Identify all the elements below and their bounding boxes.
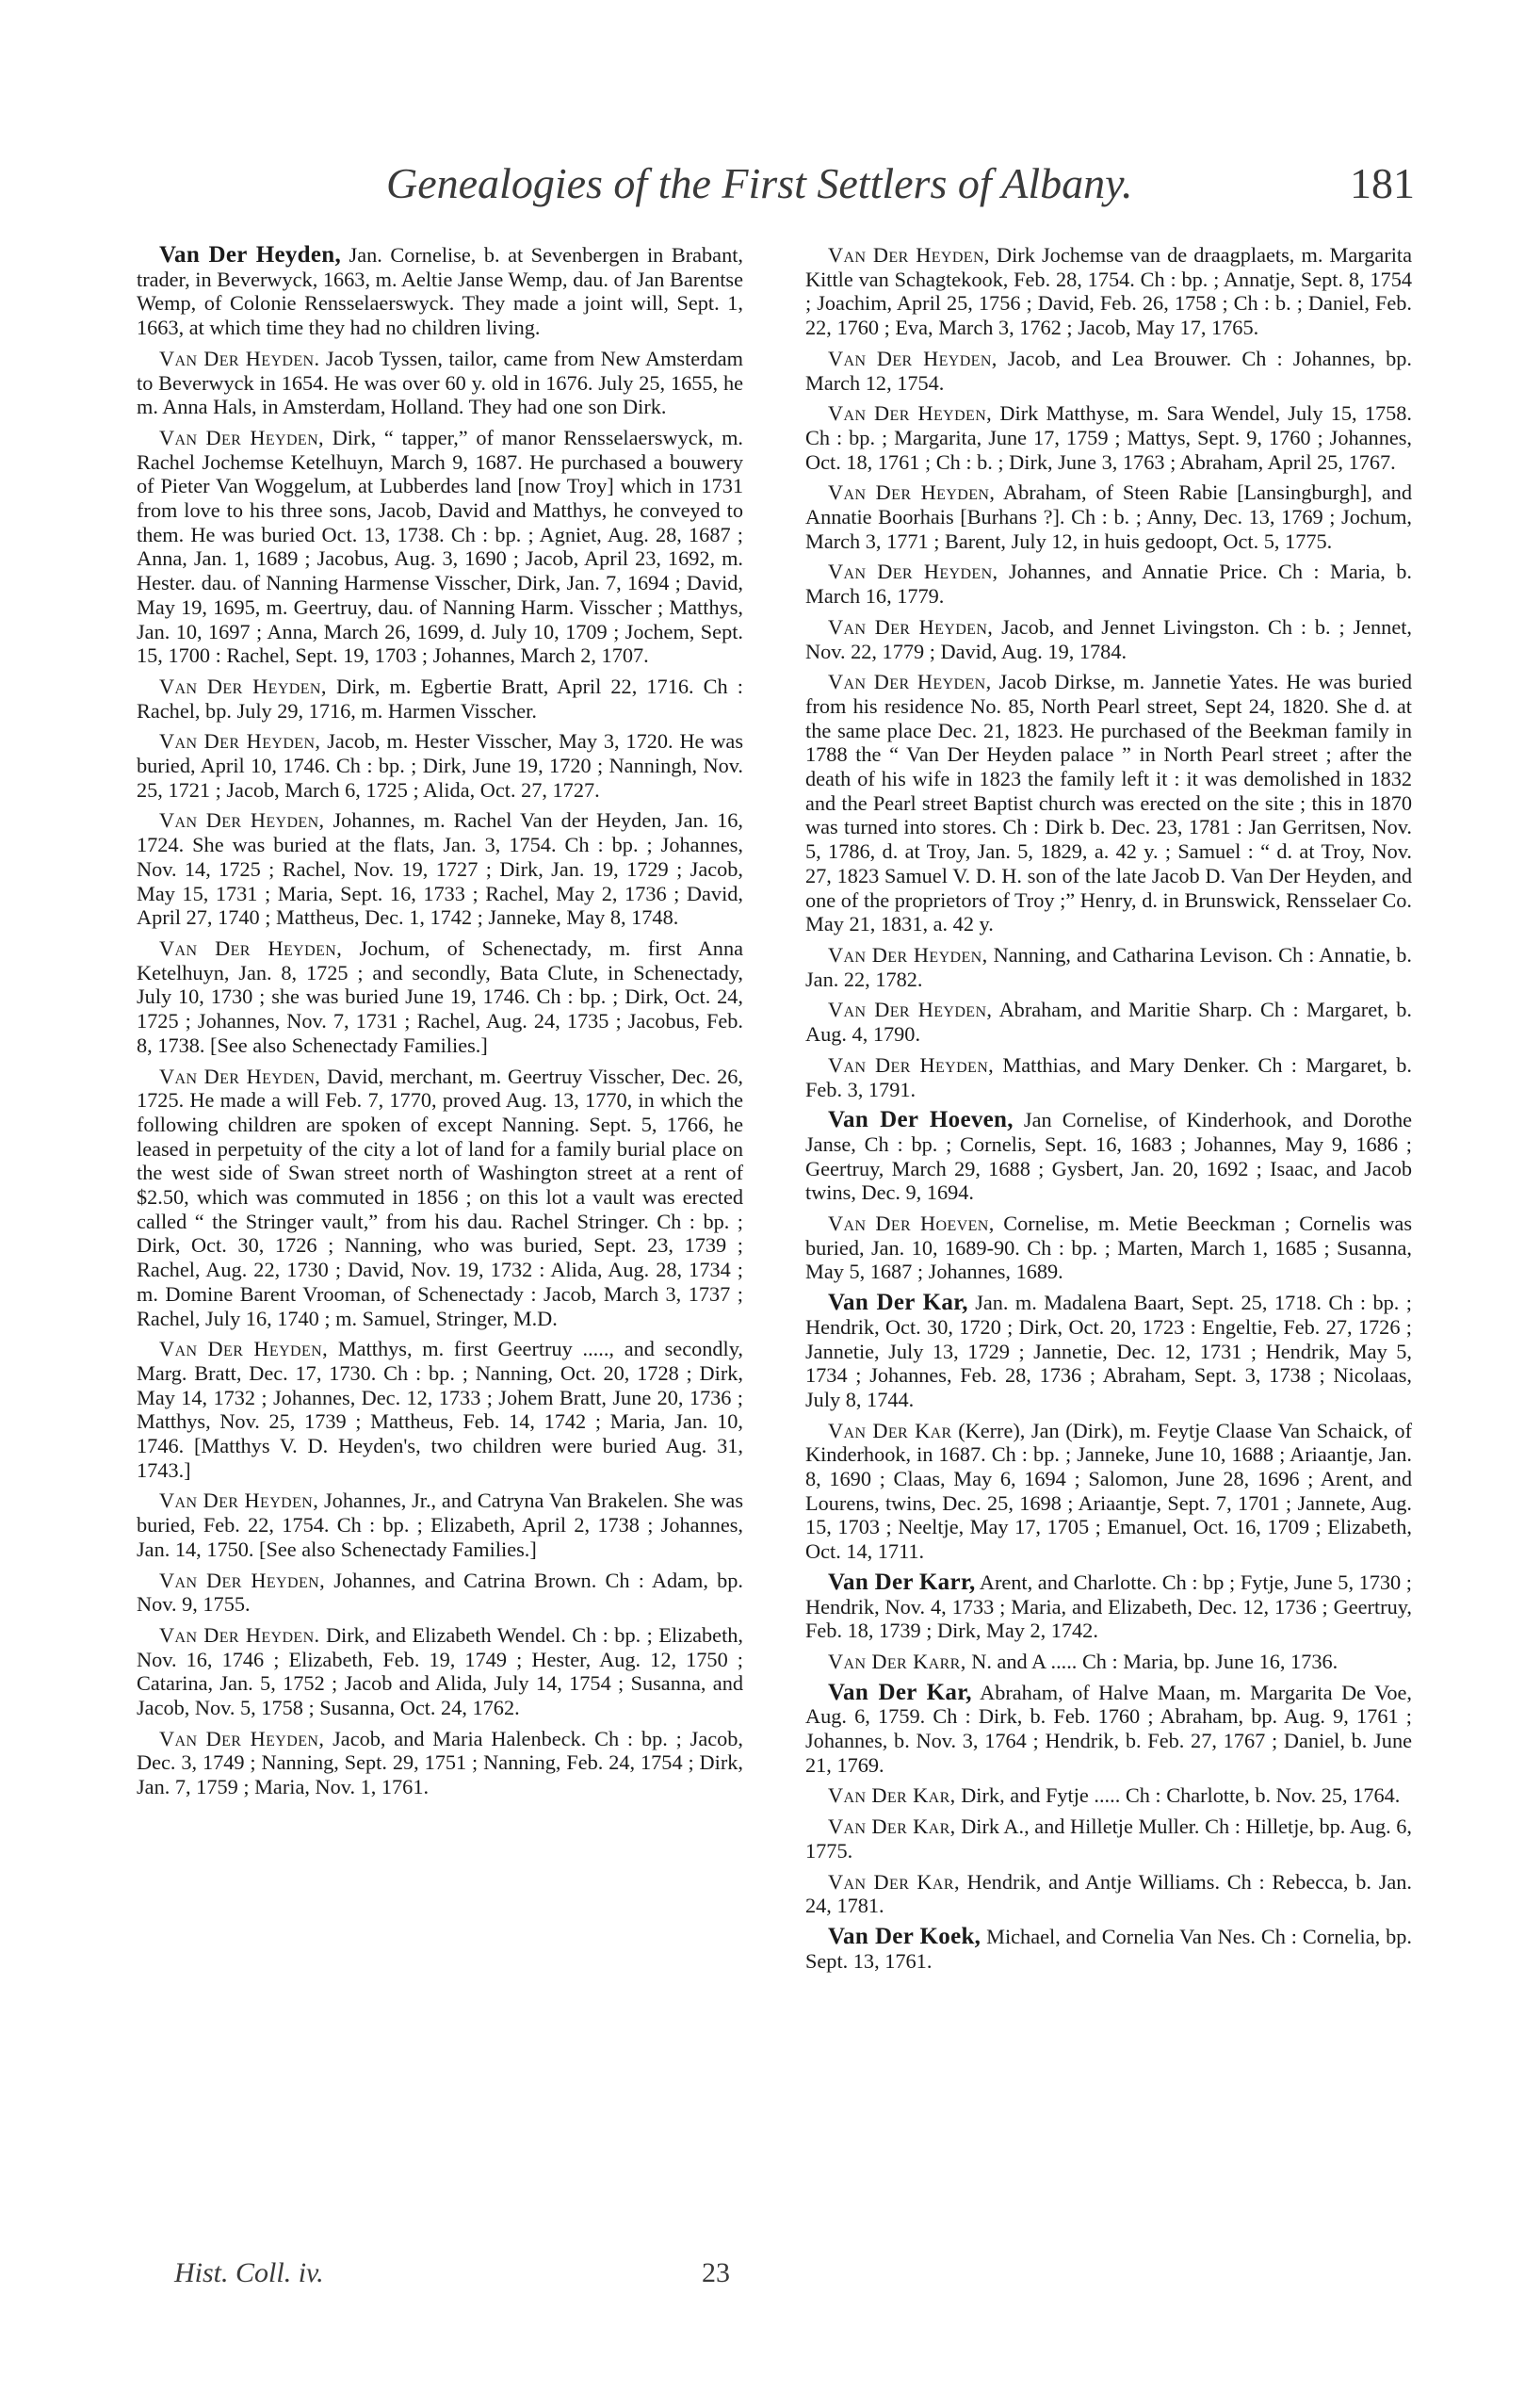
entry-text: Dirk, and Elizabeth Wendel. Ch : bp. ; Elizabeth, Nov. 16, 1746 ; Elizabeth, Feb. 19, 1749 ; Hester, Aug. 12, 1750 ; Catarina, Jan. 5, 1752 ; Jacob and Alida, July 14, 1754 ; Susanna, and Jacob, Nov. 5, 1758 ; Susanna, Oct. 24, 1762. <box>137 1622 743 1720</box>
signature-mark: Hist. Coll. iv. <box>174 2257 324 2288</box>
genealogy-entry <box>137 1569 743 1617</box>
genealogy-entry <box>805 1870 1412 1918</box>
genealogy-entry <box>137 936 743 1058</box>
genealogy-entry <box>805 615 1412 663</box>
genealogy-entry <box>805 1108 1412 1205</box>
entry-surname: Van Der Heyden, <box>828 480 996 505</box>
entry-surname: Van Der Heyden, <box>828 560 998 584</box>
genealogy-entry <box>805 480 1412 553</box>
entry-text: Arent, and Charlotte. Ch : bp ; Fytje, June 5, 1730 ; Hendrik, Nov. 4, 1733 ; Maria, and Elizabeth, Dec. 12, 1736 ; Geertruy, Feb. 18, 1739 ; Dirk, May 2, 1742. <box>805 1570 1412 1643</box>
entry-surname: Van Der Heyden, <box>828 670 992 694</box>
entry-text: Nanning, and Catharina Levison. Ch : Annatie, b. Jan. 22, 1782. <box>805 942 1413 991</box>
entry-surname: Van Der Kar, <box>828 1679 972 1705</box>
entry-text: Jan Cornelise, of Kinderhook, and Dorothe Janse, Ch : bp. ; Cornelis, Sept. 16, 1683 ; Johannes, May 9, 1686 ; Geertruy, March 29, 1688 ; Gysbert, Jan. 20, 1692 ; Isaac, and Jacob twins, Dec. 9, 1694. <box>805 1108 1413 1205</box>
entry-surname: Van Der Heyden, <box>159 674 327 698</box>
genealogy-entry <box>805 1053 1412 1101</box>
entry-surname: Van Der Heyden, <box>159 242 342 268</box>
page-footer <box>137 2257 743 2299</box>
entry-surname: Van Der Kar, <box>828 1783 956 1808</box>
entry-text: Jacob, m. Hester Visscher, May 3, 1720. He was buried, April 10, 1746. Ch : bp. ; Dirk, June 19, 1720 ; Nanningh, Nov. 25, 1721 ; Jacob, March 6, 1725 ; Alida, Oct. 27, 1727. <box>137 729 743 802</box>
entry-text: Johannes, Jr., and Catryna Van Brakelen. She was buried, Feb. 22, 1754. Ch : bp. ; Elizabeth, April 2, 1738 ; Johannes, Jan. 14, 1750. [See also Schenectady Families.] <box>137 1489 744 1561</box>
entry-text: Dirk Jochemse van de draagplaets, m. Margarita Kittle van Schagtekook, Feb. 28, 1754. Ch : bp. ; Annatje, Sept. 8, 1754 ; Joachim, April 25, 1756 ; David, Feb. 26, 1758 ; Ch : b. ; Daniel, Feb. 22, 1760 ; Eva, March 3, 1762 ; Jacob, May 17, 1765. <box>805 243 1413 340</box>
entry-text: Jacob, and Lea Brouwer. Ch : Johannes, bp. March 12, 1754. <box>805 346 1412 395</box>
entry-text: David, merchant, m. Geertruy Visscher, Dec. 26, 1725. He made a will Feb. 7, 1770, proved Aug. 13, 1770, in which the following children are spoken of except Nanning. Sept. 5, 1766, he leased in perpetuity of the city a lot of land for a family burial place on the west side of Swan street north of Washington street at a rent of $2.50, which was commuted in 1856 ; on this lot a vault was erected called “ the Stringer vault,” from his dau. Rachel Stringer. Ch : bp. ; Dirk, Oct. 30, 1726 ; Nanning, who was buried, Sept. 23, 1739 ; Rachel, Aug. 22, 1730 ; David, Nov. 19, 1732 : Alida, Aug. 28, 1734 ; m. Domine Barent Vrooman, of Schenectady : Jacob, March 3, 1737 ; Rachel, July 16, 1740 ; m. Samuel, Stringer, M.D. <box>137 1064 744 1330</box>
running-title: Genealogies of the First Settlers of Albany. <box>386 159 1133 207</box>
entry-text: N. and A ..... Ch : Maria, bp. June 16, 1736. <box>965 1649 1338 1673</box>
genealogy-entry <box>805 243 1412 340</box>
genealogy-entry <box>137 1489 743 1561</box>
entry-surname: Van Der Heyden, <box>159 1337 329 1361</box>
entry-surname: Van Der Kar, <box>828 1869 960 1894</box>
genealogy-entry <box>805 347 1412 395</box>
genealogy-entry <box>137 1727 743 1799</box>
entry-surname: Van Der Heyden. <box>159 1622 320 1647</box>
entry-surname: Van Der Heyden, <box>159 1064 321 1088</box>
entry-surname: Van Der Kar, <box>828 1290 968 1316</box>
entry-surname: Van Der Koek, <box>828 1924 982 1949</box>
entry-text: Dirk, m. Egbertie Bratt, April 22, 1716. Ch : Rachel, bp. July 29, 1716, m. Harmen Visscher. <box>137 674 743 723</box>
entry-surname: Van Der Heyden, <box>159 1489 319 1513</box>
genealogy-entry <box>137 729 743 802</box>
genealogy-entry <box>137 1337 743 1482</box>
genealogy-entry <box>805 401 1412 474</box>
genealogy-entry <box>805 1212 1412 1284</box>
entry-text: Jochum, of Schenectady, m. first Anna Ketelhuyn, Jan. 8, 1725 ; and secondly, Bata Clute, in Schenectady, July 10, 1730 ; she was buried June 19, 1746. Ch : bp. ; Dirk, Oct. 24, 1725 ; Johannes, Nov. 7, 1731 ; Rachel, Aug. 24, 1735 ; Jacobus, Feb. 8, 1738. [See also Schenectady Families.] <box>137 936 743 1057</box>
entry-surname: Van Der Heyden, <box>159 1726 325 1750</box>
genealogy-entry <box>805 1291 1412 1412</box>
entry-surname: Van Der Kar, <box>828 1814 956 1839</box>
genealogy-entry <box>805 1650 1412 1674</box>
entry-surname: Van Der Karr, <box>828 1569 976 1595</box>
entry-text: Matthys, m. first Geertruy ....., and secondly, Marg. Bratt, Dec. 17, 1730. Ch : bp. ; Nanning, Oct. 20, 1728 ; Dirk, May 14, 1732 ; Johannes, Dec. 12, 1733 ; Johem Bratt, June 20, 1736 ; Matthys, Nov. 25, 1739 ; Mattheus, Feb. 14, 1742 ; Maria, Jan. 10, 1746. [Matthys V. D. Heyden's, two children were buried Aug. 31, 1743.] <box>137 1337 744 1482</box>
entry-surname: Van Der Heyden, <box>159 729 321 754</box>
entry-text: Cornelise, m. Metie Beeckman ; Cornelis was buried, Jan. 10, 1689-90. Ch : bp. ; Marten, March 1, 1685 ; Susanna, May 5, 1687 ; Johannes, 1689. <box>805 1212 1413 1284</box>
genealogy-entry <box>805 1419 1412 1564</box>
entry-text: Dirk Matthyse, m. Sara Wendel, July 15, 1758. Ch : bp. ; Margarita, June 17, 1759 ; Mattys, Sept. 9, 1760 ; Johannes, Oct. 18, 1761 ; Ch : b. ; Dirk, June 3, 1763 ; Abraham, April 25, 1767. <box>805 401 1412 474</box>
entry-surname: Van Der Heyden. <box>159 346 320 370</box>
entry-text: Michael, and Cornelia Van Nes. Ch : Cornelia, bp. Sept. 13, 1761. <box>805 1925 1412 1973</box>
entry-text: Abraham, of Halve Maan, m. Margarita De Voe, Aug. 6, 1759. Ch : Dirk, b. Feb. 1760 ; Abraham, bp. Aug. 9, 1761 ; Johannes, b. Nov. 3, 1764 ; Hendrik, b. Feb. 27, 1767 ; Daniel, b. June 21, 1769. <box>805 1680 1412 1777</box>
left-column <box>137 243 743 1806</box>
running-head <box>386 158 1415 219</box>
entry-text: Johannes, and Annatie Price. Ch : Maria, b. March 16, 1779. <box>805 560 1413 609</box>
entry-text: Jacob Dirkse, m. Jannetie Yates. He was buried from his residence No. 85, North Pearl street, Sept 24, 1820. She d. at the same place Dec. 21, 1823. He purchased of the Beekman family in 1788 the “ Van Der Heyden palace ” in North Pearl street ; after the death of his wife in 1823 the family left it : it was demolished in 1832 and the Pearl street Baptist church was erected on the site ; this in 1870 was turned into stores. Ch : Dirk b. Dec. 23, 1781 : Jan Gerritsen, Nov. 5, 1786, d. at Troy, Jan. 5, 1829, a. 42 y. ; Samuel : “ d. at Troy, Nov. 27, 1823 Samuel V. D. H. son of the late Jacob D. Van Der Heyden, and one of the proprietors of Troy ;” Henry, d. in Brunswick, Rensselaer Co. May 21, 1831, a. 42 y. <box>805 670 1412 936</box>
entry-surname: Van Der Heyden, <box>828 401 993 426</box>
genealogy-entry <box>805 1681 1412 1778</box>
genealogy-entry <box>805 1783 1412 1808</box>
genealogy-entry <box>805 1814 1412 1863</box>
entry-text: Matthias, and Mary Denker. Ch : Margaret, b. Feb. 3, 1791. <box>805 1052 1413 1101</box>
entry-surname: Van Der Heyden, <box>828 614 994 639</box>
entry-text: Dirk, “ tapper,” of manor Rensselaerswyck, m. Rachel Jochemse Ketelhuyn, March 9, 1687. He purchased a bouwery of Pieter Van Woggelum, at Lubberdes land [now Troy] which in 1731 from love to his three sons, Jacob, David and Matthys, he conveyed to them. He was buried Oct. 13, 1738. Ch : bp. ; Agniet, Aug. 28, 1687 ; Anna, Jan. 1, 1689 ; Jacobus, Aug. 3, 1690 ; Jacob, April 23, 1692, m. Hester. dau. of Nanning Harmense Visscher, Dirk, Jan. 7, 1694 ; David, May 19, 1695, m. Geertruy, dau. of Nanning Harm. Visscher ; Matthys, Jan. 10, 1697 ; Anna, March 26, 1699, d. July 10, 1709 ; Jochem, Sept. 15, 1700 : Rachel, Sept. 19, 1703 ; Johannes, March 2, 1707. <box>137 425 743 668</box>
entry-surname: Van Der Heyden, <box>159 1568 326 1592</box>
genealogy-entry <box>805 1925 1412 1973</box>
entry-text: Jacob Tyssen, tailor, came from New Amsterdam to Beverwyck in 1654. He was over 60 y. old in 1676. July 25, 1655, he m. Anna Hals, in Amsterdam, Holland. They had one son Dirk. <box>137 346 744 419</box>
entry-text: Abraham, and Maritie Sharp. Ch : Margaret, b. Aug. 4, 1790. <box>805 998 1413 1047</box>
entry-surname: Van Der Heyden, <box>828 998 993 1022</box>
entry-text: Jacob, and Maria Halenbeck. Ch : bp. ; Jacob, Dec. 3, 1749 ; Nanning, Sept. 29, 1751 ; Nanning, Feb. 24, 1754 ; Dirk, Jan. 7, 1759 ; Maria, Nov. 1, 1761. <box>137 1726 743 1799</box>
genealogy-entry <box>805 560 1412 608</box>
entry-surname: Van Der Hoeven, <box>828 1212 995 1236</box>
genealogy-entry <box>137 675 743 723</box>
entry-text: Abraham, of Steen Rabie [Lansingburgh], and Annatie Boorhais [Burhans ?]. Ch : b. ; Anny, Dec. 13, 1769 ; Jochum, March 3, 1771 ; Barent, July 12, in huis gedoopt, Oct. 5, 1775. <box>805 480 1413 553</box>
entry-text: Johannes, and Catrina Brown. Ch : Adam, bp. Nov. 9, 1755. <box>137 1568 744 1617</box>
entry-text: Dirk, and Fytje ..... Ch : Charlotte, b. Nov. 25, 1764. <box>955 1783 1401 1808</box>
genealogy-entry <box>137 243 743 340</box>
entry-surname: Van Der Heyden, <box>828 942 988 967</box>
genealogy-entry <box>805 943 1412 991</box>
entry-surname: Van Der Heyden, <box>159 808 325 833</box>
entry-text: Jan. Cornelise, b. at Sevenbergen in Brabant, trader, in Beverwyck, 1663, m. Aeltie Janse Wemp, dau. of Jan Barentse Wemp, of Colonie Rensselaerswyck. They made a joint will, Sept. 1, 1663, at which time they had no children living. <box>137 243 743 340</box>
entry-text: Hendrik, and Antje Williams. Ch : Rebecca, b. Jan. 24, 1781. <box>805 1869 1412 1918</box>
entry-surname: Van Der Karr, <box>828 1649 966 1673</box>
genealogy-entry <box>805 670 1412 936</box>
entry-text: Jan. m. Madalena Baart, Sept. 25, 1718. Ch : bp. ; Hendrik, Oct. 30, 1720 ; Dirk, Oct. 20, 1723 : Engeltie, Feb. 27, 1726 ; Jannetie, July 13, 1729 ; Jannetie, Dec. 12, 1731 ; Hendrik, May 5, 1734 ; Johannes, Feb. 28, 1736 ; Abraham, Sept. 3, 1738 ; Nicolaas, July 8, 1744. <box>805 1291 1412 1411</box>
entry-surname: Van Der Heyden, <box>159 425 325 449</box>
entry-text: (Kerre), Jan (Dirk), m. Feytje Claase Van Schaick, of Kinderhook, in 1687. Ch : bp. ; Janneke, June 10, 1688 ; Ariaantje, Jan. 8, 1690 ; Claas, May 6, 1694 ; Salomon, June 28, 1696 ; Arent, and Lourens, twins, Dec. 25, 1698 ; Ariaantje, Sept. 7, 1701 ; Jannete, Aug. 15, 1703 ; Neeltje, May 17, 1705 ; Emanuel, Oct. 16, 1709 ; Elizabeth, Oct. 14, 1711. <box>805 1418 1412 1564</box>
signature-number: 23 <box>702 2257 730 2288</box>
entry-surname: Van Der Heyden, <box>159 936 343 960</box>
genealogy-entry <box>137 347 743 419</box>
entry-surname: Van Der Heyden, <box>828 346 998 370</box>
entry-surname: Van Der Heyden, <box>828 1052 995 1077</box>
genealogy-entry <box>137 426 743 668</box>
genealogy-entry <box>137 1623 743 1720</box>
genealogy-entry <box>137 1065 743 1331</box>
entry-surname: Van Der Hoeven, <box>828 1107 1014 1133</box>
entry-surname: Van Der Heyden, <box>828 243 990 267</box>
page-number: 181 <box>1350 159 1415 207</box>
entry-surname: Van Der Kar <box>828 1418 952 1442</box>
entry-text: Jacob, and Jennet Livingston. Ch : b. ; Jennet, Nov. 22, 1779 ; David, Aug. 19, 1784. <box>805 614 1412 663</box>
entry-text: Dirk A., and Hilletje Muller. Ch : Hilletje, bp. Aug. 6, 1775. <box>805 1814 1412 1863</box>
genealogy-entry <box>805 1570 1412 1643</box>
genealogy-entry <box>137 808 743 930</box>
entry-text: Johannes, m. Rachel Van der Heyden, Jan. 16, 1724. She was buried at the flats, Jan. 3, 1754. Ch : bp. ; Johannes, Nov. 14, 1725 ; Rachel, Nov. 19, 1727 ; Dirk, Jan. 19, 1729 ; Jacob, May 15, 1731 ; Maria, Sept. 16, 1733 ; Rachel, May 2, 1736 ; David, April 27, 1740 ; Mattheus, Dec. 1, 1742 ; Janneke, May 8, 1748. <box>137 808 743 930</box>
right-column <box>805 243 1412 1979</box>
genealogy-entry <box>805 998 1412 1046</box>
